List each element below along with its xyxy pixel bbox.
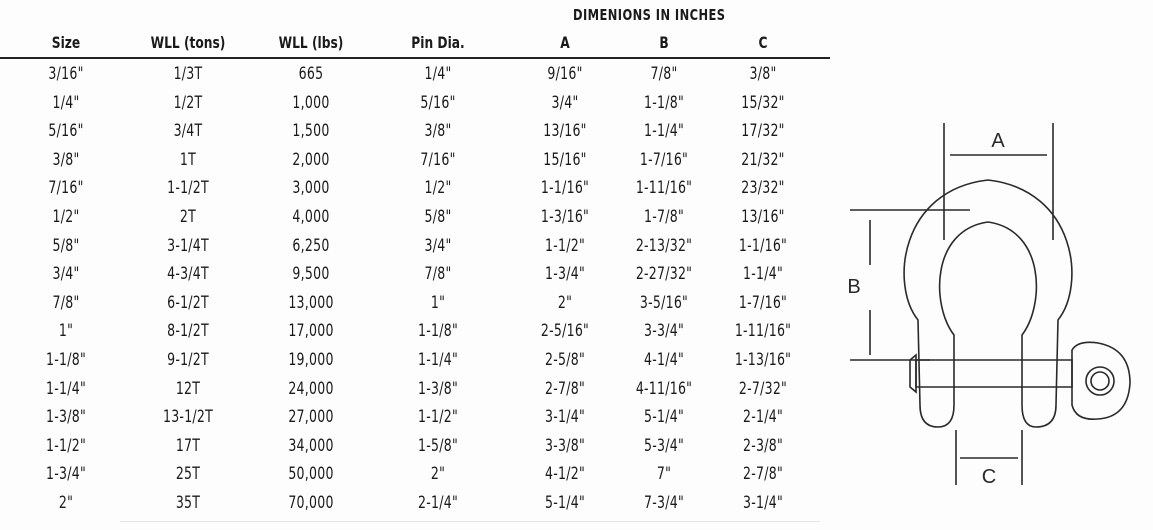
cell-wll-tons: 17T <box>175 435 201 456</box>
table-row <box>0 321 830 349</box>
table-row <box>0 93 830 121</box>
header-a: A <box>560 33 570 52</box>
cell-dim-a: 1-1/16" <box>540 178 590 199</box>
cell-pin-dia: 7/16" <box>420 149 456 170</box>
header-c: C <box>758 33 768 52</box>
cell-dim-b: 1-7/16" <box>639 149 689 170</box>
cell-dim-c: 1-7/16" <box>738 292 788 313</box>
cell-dim-a: 4-1/2" <box>545 464 585 485</box>
scan-edge <box>120 521 820 522</box>
cell-dim-c: 2-3/8" <box>743 435 783 456</box>
cell-wll-tons: 3/4T <box>173 121 203 142</box>
cell-wll-tons: 9-1/2T <box>167 350 209 370</box>
cell-wll-tons: 13-1/2T <box>162 407 214 428</box>
cell-wll-lbs: 34,000 <box>288 435 334 456</box>
cell-wll-tons: 12T <box>175 378 201 399</box>
cell-dim-b: 2-13/32" <box>635 235 693 256</box>
table-row <box>0 350 830 378</box>
cell-dim-b: 4-1/4" <box>644 350 684 370</box>
shackle-eye <box>1072 342 1130 419</box>
cell-wll-lbs: 6,250 <box>292 235 330 256</box>
cell-wll-tons: 8-1/2T <box>167 321 209 342</box>
cell-pin-dia: 3/8" <box>424 121 452 142</box>
dimension-label-a: A <box>991 130 1005 152</box>
cell-dim-c: 21/32" <box>741 149 785 170</box>
cell-wll-tons: 35T <box>175 493 201 513</box>
cell-wll-lbs: 13,000 <box>288 292 334 313</box>
cell-wll-lbs: 2,000 <box>292 149 330 170</box>
table-row <box>0 178 830 206</box>
cell-size: 3/8" <box>52 149 80 170</box>
cell-dim-a: 9/16" <box>547 64 583 84</box>
table-row <box>0 379 830 407</box>
cell-size: 1-3/4" <box>46 464 86 485</box>
cell-dim-a: 2" <box>557 292 573 313</box>
table-row <box>0 150 830 178</box>
cell-dim-b: 3-3/4" <box>644 321 684 342</box>
cell-pin-dia: 1-1/8" <box>418 321 458 342</box>
cell-wll-tons: 1T <box>179 149 197 170</box>
cell-size: 1-1/2" <box>46 435 86 456</box>
cell-wll-tons: 1/2T <box>173 92 203 113</box>
table-row <box>0 407 830 435</box>
cell-dim-a: 2-7/8" <box>545 378 585 399</box>
header-size: Size <box>51 33 81 52</box>
table-row <box>0 207 830 235</box>
cell-pin-dia: 3/4" <box>424 235 452 256</box>
cell-dim-b: 4-11/16" <box>635 378 693 399</box>
dimensions-title: DIMENIONS IN INCHES <box>573 6 726 24</box>
cell-pin-dia: 2-1/4" <box>418 493 458 513</box>
dimension-label-c: C <box>981 466 997 488</box>
cell-dim-a: 3/4" <box>551 92 579 113</box>
table-row <box>0 293 830 321</box>
header-pin-dia: Pin Dia. <box>411 33 465 52</box>
cell-size: 5/16" <box>48 121 84 142</box>
table-row <box>0 121 830 149</box>
cell-wll-lbs: 1,000 <box>292 92 330 113</box>
cell-wll-lbs: 50,000 <box>288 464 334 485</box>
cell-dim-c: 23/32" <box>741 178 785 199</box>
cell-pin-dia: 1/2" <box>424 178 452 199</box>
table-row <box>0 436 830 464</box>
cell-dim-a: 13/16" <box>543 121 587 142</box>
cell-wll-lbs: 70,000 <box>288 493 334 513</box>
cell-dim-a: 2-5/16" <box>540 321 590 342</box>
cell-wll-tons: 2T <box>179 207 197 227</box>
cell-dim-a: 3-3/8" <box>545 435 585 456</box>
cell-wll-lbs: 19,000 <box>288 350 334 370</box>
cell-pin-dia: 7/8" <box>424 264 452 285</box>
cell-pin-dia: 5/16" <box>420 92 456 113</box>
cell-wll-lbs: 4,000 <box>292 207 330 227</box>
cell-size: 5/8" <box>52 235 80 256</box>
cell-wll-lbs: 1,500 <box>292 121 330 142</box>
cell-dim-b: 1-11/16" <box>635 178 693 199</box>
cell-size: 1-3/8" <box>46 407 86 428</box>
cell-dim-c: 2-1/4" <box>743 407 783 428</box>
cell-size: 1-1/8" <box>46 350 86 370</box>
cell-dim-c: 1-1/4" <box>743 264 783 285</box>
cell-wll-tons: 25T <box>175 464 201 485</box>
cell-dim-c: 3-1/4" <box>743 493 783 513</box>
cell-dim-c: 1-1/16" <box>738 235 788 256</box>
table-row <box>0 493 830 521</box>
shackle-pin <box>916 360 1072 387</box>
cell-dim-c: 17/32" <box>741 121 785 142</box>
cell-wll-lbs: 9,500 <box>292 264 330 285</box>
cell-dim-b: 5-1/4" <box>644 407 684 428</box>
cell-dim-c: 3/8" <box>749 64 777 84</box>
cell-size: 1-1/4" <box>46 378 86 399</box>
cell-size: 3/4" <box>52 264 80 285</box>
cell-dim-c: 1-11/16" <box>734 321 792 342</box>
cell-size: 1/4" <box>52 92 80 113</box>
table-row <box>0 236 830 264</box>
cell-dim-b: 1-1/4" <box>644 121 684 142</box>
cell-dim-c: 1-13/16" <box>734 350 792 370</box>
cell-dim-c: 13/16" <box>741 207 785 227</box>
cell-dim-b: 7/8" <box>650 64 678 84</box>
cell-size: 7/8" <box>52 292 80 313</box>
header-rule <box>0 57 830 59</box>
header-wll-tons: WLL (tons) <box>150 33 226 52</box>
cell-pin-dia: 1-1/4" <box>418 350 458 370</box>
cell-wll-lbs: 27,000 <box>288 407 334 428</box>
cell-dim-b: 7" <box>656 464 672 485</box>
cell-wll-lbs: 665 <box>298 64 324 84</box>
cell-dim-c: 15/32" <box>741 92 785 113</box>
cell-dim-a: 3-1/4" <box>545 407 585 428</box>
cell-wll-lbs: 3,000 <box>292 178 330 199</box>
cell-dim-c: 2-7/32" <box>738 378 788 399</box>
cell-wll-lbs: 17,000 <box>288 321 334 342</box>
cell-size: 2" <box>58 493 74 513</box>
header-wll-lbs: WLL (lbs) <box>278 33 344 52</box>
cell-pin-dia: 1/4" <box>424 64 452 84</box>
cell-dim-a: 15/16" <box>543 149 587 170</box>
cell-dim-b: 2-27/32" <box>635 264 693 285</box>
cell-wll-tons: 1-1/2T <box>167 178 209 199</box>
cell-dim-a: 2-5/8" <box>545 350 585 370</box>
cell-dim-a: 1-3/4" <box>545 264 585 285</box>
cell-dim-b: 7-3/4" <box>644 493 684 513</box>
cell-pin-dia: 1-5/8" <box>418 435 458 456</box>
cell-pin-dia: 2" <box>430 464 446 485</box>
table-row <box>0 464 830 492</box>
header-b: B <box>659 33 669 52</box>
cell-wll-tons: 1/3T <box>173 64 203 84</box>
dimension-label-b: B <box>847 276 861 298</box>
cell-wll-tons: 6-1/2T <box>167 292 209 313</box>
cell-size: 3/16" <box>48 64 84 84</box>
shackle-outer-bow <box>904 180 1072 427</box>
cell-size: 1" <box>58 321 74 342</box>
table-row <box>0 264 830 292</box>
cell-dim-b: 1-1/8" <box>644 92 684 113</box>
shackle-diagram <box>840 105 1140 505</box>
cell-wll-lbs: 24,000 <box>288 378 334 399</box>
cell-size: 1/2" <box>52 207 80 227</box>
table-row <box>0 64 830 92</box>
cell-dim-a: 1-1/2" <box>545 235 585 256</box>
cell-dim-b: 1-7/8" <box>644 207 684 227</box>
cell-wll-tons: 3-1/4T <box>167 235 209 256</box>
cell-pin-dia: 1-3/8" <box>418 378 458 399</box>
cell-dim-a: 1-3/16" <box>540 207 590 227</box>
cell-dim-b: 3-5/16" <box>639 292 689 313</box>
cell-wll-tons: 4-3/4T <box>167 264 209 285</box>
cell-dim-b: 5-3/4" <box>644 435 684 456</box>
cell-pin-dia: 1" <box>430 292 446 313</box>
cell-size: 7/16" <box>48 178 84 199</box>
cell-pin-dia: 1-1/2" <box>418 407 458 428</box>
cell-dim-c: 2-7/8" <box>743 464 783 485</box>
cell-pin-dia: 5/8" <box>424 207 452 227</box>
cell-dim-a: 5-1/4" <box>545 493 585 513</box>
